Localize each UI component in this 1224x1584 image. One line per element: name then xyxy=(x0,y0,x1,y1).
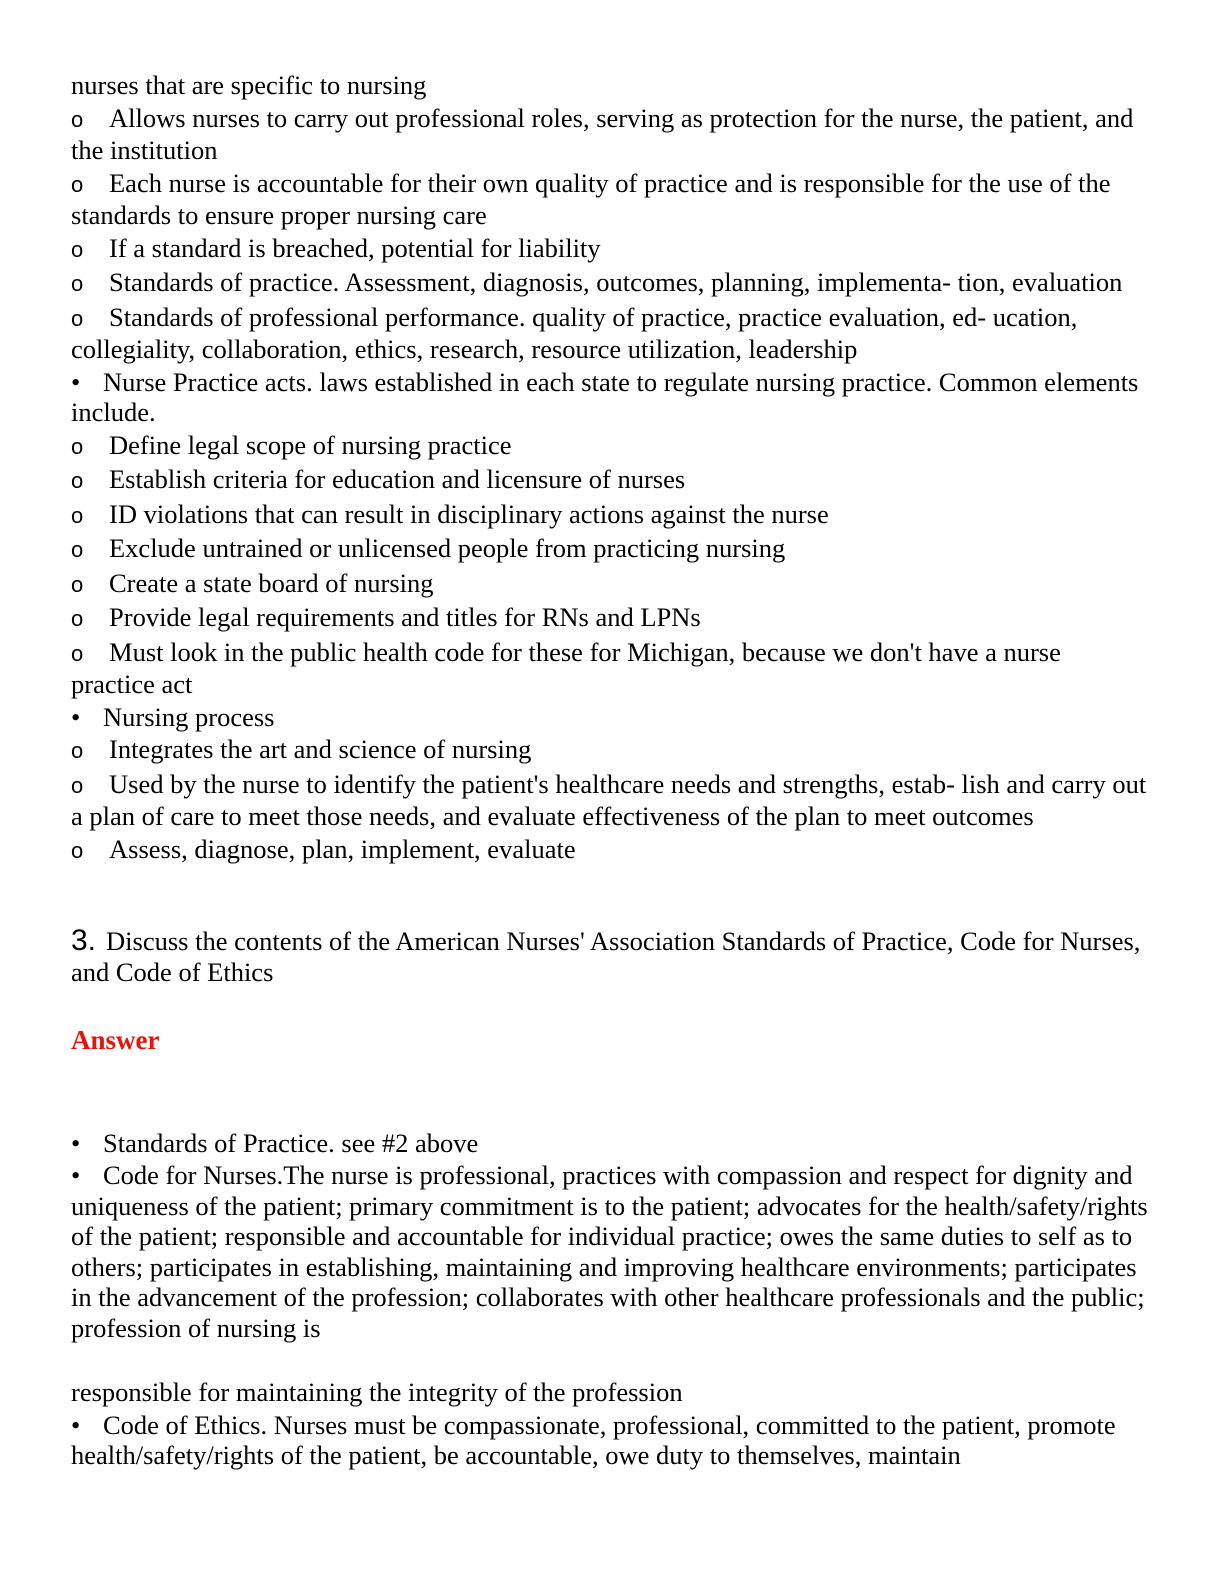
list-item-text: Allows nurses to carry out professional roles, serving as protection for the nurse, the patient, and the institution xyxy=(71,102,1134,165)
circle-bullet-icon: o xyxy=(71,502,84,528)
list-item-text: Each nurse is accountable for their own quality of practice and is responsible for the use of the standards to ensure proper nursing care xyxy=(71,167,1111,230)
list-item xyxy=(71,103,1151,166)
list-item-text: If a standard is breached, potential for liability xyxy=(109,232,601,263)
list-item-text: ID violations that can result in disciplinary actions against the nurse xyxy=(109,498,829,529)
list-b xyxy=(71,430,1151,700)
circle-bullet-icon: o xyxy=(71,772,84,798)
circle-bullet-icon: o xyxy=(71,537,84,562)
nurse-practice-acts-item xyxy=(71,367,1151,428)
continuation-text: responsible for maintaining the integrity of the profession xyxy=(71,1377,683,1407)
list-item-text: Nurse Practice acts. laws established in each state to regulate nursing practice. Common elements include. xyxy=(71,366,1139,427)
answer-label: Answer xyxy=(71,1025,160,1055)
list-item xyxy=(71,769,1151,832)
list-item-text: Provide legal requirements and titles for RNs and LPNs xyxy=(109,602,701,632)
list-item xyxy=(71,1160,1151,1343)
question-text: Discuss the contents of the American Nurses' Association Standards of Practice, Code for Nurses, and Code of Ethics xyxy=(71,926,1141,987)
circle-bullet-icon: o xyxy=(71,738,84,763)
bullet-icon: • xyxy=(71,1409,81,1440)
list-item xyxy=(71,168,1151,231)
list-item-text: Code for Nurses.The nurse is professional, practices with compassion and respect for dignity and uniqueness of the patient; primary commitment is to the patient; advocates for the health/safety/rights of the patient; responsible and accountable for individual practice; owes the same duties to self as to others; participates in establishing, maintaining and improving healthcare environments; participates in the advancement of the profession; collaborates with other healthcare professionals and the public; profession of nursing is xyxy=(71,1160,1148,1343)
bullet-icon: • xyxy=(71,1127,81,1158)
list-item-text: Standards of Practice. see #2 above xyxy=(103,1127,479,1158)
list-item-text: Used by the nurse to identify the patient's healthcare needs and strengths, estab- lish and carry out a plan of care to meet those needs, and evaluate effectiveness of the plan to meet outcomes xyxy=(71,768,1147,831)
list-item xyxy=(71,568,1151,601)
list-item xyxy=(71,533,1151,566)
list-item xyxy=(71,464,1151,497)
bullet-icon: • xyxy=(71,1160,81,1190)
list-item-text: Exclude untrained or unlicensed people from practicing nursing xyxy=(109,533,786,563)
circle-bullet-icon: o xyxy=(71,640,84,666)
list-item xyxy=(71,233,1151,266)
list-a xyxy=(71,103,1151,365)
circle-bullet-icon: o xyxy=(71,571,84,597)
list-item xyxy=(71,637,1151,700)
list-item xyxy=(71,430,1151,463)
list-item-text: Standards of practice. Assessment, diagnosis, outcomes, planning, implementa- tion, evaluation xyxy=(109,267,1123,297)
list-item xyxy=(71,499,1151,532)
list-item xyxy=(71,602,1151,635)
list-item-text: Integrates the art and science of nursing xyxy=(109,734,532,764)
list-item-text: Assess, diagnose, plan, implement, evaluate xyxy=(109,833,576,864)
circle-bullet-icon: o xyxy=(71,305,84,331)
circle-bullet-icon: o xyxy=(71,606,84,631)
list-item xyxy=(71,1128,1151,1159)
list-item-text: Code of Ethics. Nurses must be compassionate, professional, committed to the patient, promote health/safety/rights of the patient, be accountable, owe duty to themselves, maintain xyxy=(71,1409,1116,1470)
circle-bullet-icon: o xyxy=(71,837,84,863)
bullet-icon: • xyxy=(71,701,81,732)
list-item xyxy=(71,734,1151,767)
bullet-icon: • xyxy=(71,366,81,397)
question-heading xyxy=(71,926,1151,987)
circle-bullet-icon: o xyxy=(71,106,84,132)
circle-bullet-icon: o xyxy=(71,433,84,459)
answer-list xyxy=(71,1128,1151,1344)
list-item-text: Must look in the public health code for these for Michigan, because we don't have a nurse practice act xyxy=(71,636,1061,699)
spacer xyxy=(71,1343,1151,1377)
list-item-text: Create a state board of nursing xyxy=(109,567,434,598)
list-item xyxy=(71,302,1151,365)
list-item-text: Establish criteria for education and licensure of nurses xyxy=(109,464,686,494)
list-item xyxy=(71,834,1151,867)
list-item xyxy=(71,267,1151,300)
nursing-process-item xyxy=(71,702,1151,733)
document-page xyxy=(71,70,1151,1471)
list-item-text: Define legal scope of nursing practice xyxy=(109,429,512,460)
circle-bullet-icon: o xyxy=(71,468,84,493)
circle-bullet-icon: o xyxy=(71,171,84,197)
circle-bullet-icon: o xyxy=(71,236,84,262)
list-c xyxy=(71,734,1151,866)
intro-line: nurses that are specific to nursing xyxy=(71,70,427,100)
code-of-ethics-item xyxy=(71,1410,1151,1471)
spacer xyxy=(71,1056,1151,1126)
circle-bullet-icon: o xyxy=(71,271,84,296)
list-item-text: Standards of professional performance. quality of practice, practice evaluation, ed- ucation, collegiality, collaboration, ethics, research, resource utilization, leadership xyxy=(71,301,1078,364)
list-item-text: Nursing process xyxy=(103,701,275,732)
question-number: 3. xyxy=(71,924,97,957)
